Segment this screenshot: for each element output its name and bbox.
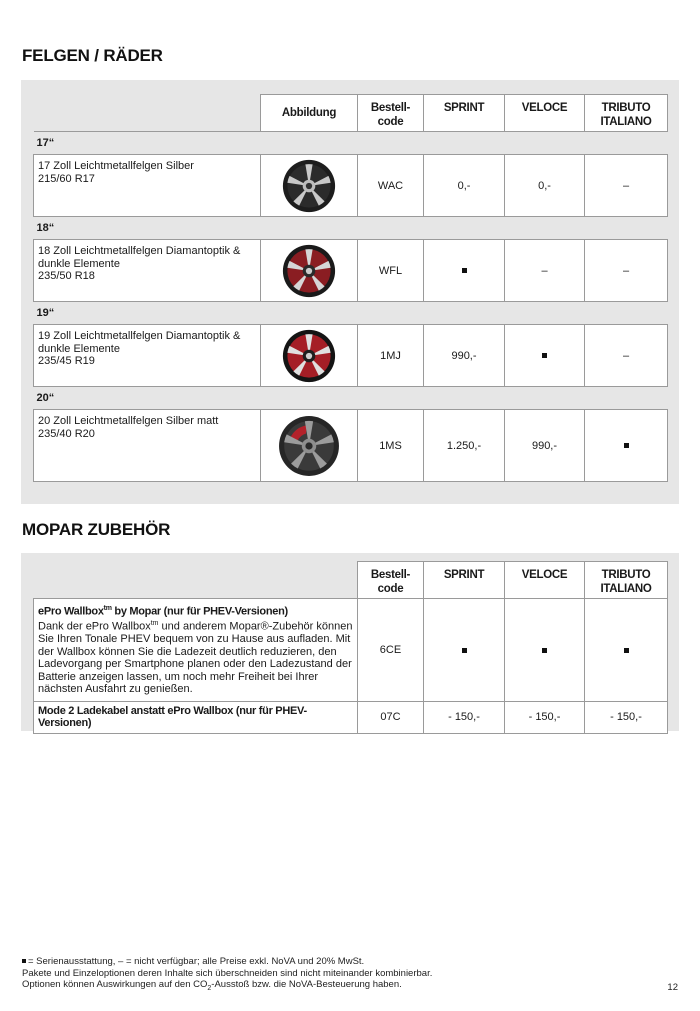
footer-line-2: Pakete und Einzeloptionen deren Inhalte sich überschneiden sind nicht miteinander kombinierbar. <box>22 967 433 979</box>
row-description: 17 Zoll Leichtmetallfelgen Silber 215/60 R17 <box>34 155 261 217</box>
veloce-cell: 990,- <box>505 410 585 482</box>
header-veloce: VELOCE <box>505 95 585 132</box>
mopar-section-title: MOPAR ZUBEHÖR <box>22 520 171 539</box>
table-row <box>34 599 668 702</box>
code-cell: 07C <box>358 701 424 733</box>
felgen-panel <box>21 80 679 504</box>
code-cell: 1MJ <box>358 325 424 387</box>
veloce-cell: 0,- <box>505 155 585 217</box>
felgen-section-title: FELGEN / RÄDER <box>22 46 163 65</box>
wheel-diamond-18-icon <box>261 240 358 302</box>
header-bestellcode: Bestell- code <box>358 562 424 599</box>
section-18: 18“ <box>36 222 55 234</box>
table-row <box>34 155 668 217</box>
footer-line-1: = Serienausstattung, – = nicht verfügbar; alle Preise exkl. NoVA und 20% MwSt. <box>22 956 432 968</box>
tributo-cell: - 150,- <box>585 701 668 733</box>
header-bestellcode: Bestell- code <box>358 95 424 132</box>
footer-line-3: Optionen können Auswirkungen auf den $CO_2$-Ausstoß bzw. die NoVA-Besteuerung haben. <box>22 979 402 992</box>
sprint-cell <box>424 240 505 302</box>
standard-square-icon <box>542 353 547 358</box>
wheel-diamond-19-icon <box>261 325 358 387</box>
veloce-cell: - 150,- <box>505 701 585 733</box>
sprint-cell: 1.250,- <box>424 410 505 482</box>
tributo-cell: – <box>585 325 668 387</box>
tributo-cell: – <box>585 155 668 217</box>
row-description: 20 Zoll Leichtmetallfelgen Silber matt 235/40 R20 <box>34 410 261 482</box>
code-cell: WFL <box>358 240 424 302</box>
row-description: 18 Zoll Leichtmetallfelgen Diamantoptik & dunkle Elemente 235/50 R18 <box>34 240 261 302</box>
veloce-cell <box>505 599 585 702</box>
section-20: 20“ <box>36 392 55 404</box>
ladekabel-description: Mode 2 Ladekabel anstatt ePro Wallbox (nur für PHEV-Versionen) <box>34 701 358 733</box>
standard-square-icon <box>462 648 467 653</box>
tributo-cell <box>585 599 668 702</box>
table-row <box>34 240 668 302</box>
mopar-table <box>33 561 668 734</box>
felgen-table <box>33 94 668 482</box>
header-tributo: TRIBUTO ITALIANO <box>585 562 668 599</box>
sprint-cell: 0,- <box>424 155 505 217</box>
page-number: 12 <box>667 982 678 993</box>
row-description: 19 Zoll Leichtmetallfelgen Diamantoptik & dunkle Elemente 235/45 R19 <box>34 325 261 387</box>
header-veloce: VELOCE <box>505 562 585 599</box>
table-row <box>34 410 668 482</box>
footer-notes <box>22 956 432 994</box>
sprint-cell <box>424 599 505 702</box>
table-row <box>34 325 668 387</box>
standard-square-icon <box>624 443 629 448</box>
wallbox-description: ePro Wallbox$^{tm}$ by Mopar (nur für PHEV-Versionen) Dank der ePro Wallbox$^{tm}$ und anderem Mopar®-Zubehör können Sie Ihren Tonale PHEV bequem von zu Hause aus aufladen. Mit der Wallbox können Sie die Ladezeit deutlich reduzieren, den Ladevorgang per Smartphone planen oder den Ladezustand der Batterie anzeigen lassen, um noch mehr Freiheit bei Ihrer nächsten Ausfahrt zu genießen. <box>34 599 358 702</box>
sprint-cell: 990,- <box>424 325 505 387</box>
section-17: 17“ <box>34 132 668 155</box>
veloce-cell <box>505 325 585 387</box>
code-cell: 1MS <box>358 410 424 482</box>
tributo-cell: – <box>585 240 668 302</box>
header-sprint: SPRINT <box>424 562 505 599</box>
sprint-cell: - 150,- <box>424 701 505 733</box>
header-sprint: SPRINT <box>424 95 505 132</box>
standard-square-icon <box>542 648 547 653</box>
wheel-matt-20-icon <box>261 410 358 482</box>
standard-square-icon <box>462 268 467 273</box>
mopar-panel <box>21 553 679 731</box>
section-19: 19“ <box>36 307 55 319</box>
table-row <box>34 701 668 733</box>
wheel-silver-17-icon <box>261 155 358 217</box>
veloce-cell: – <box>505 240 585 302</box>
tributo-cell <box>585 410 668 482</box>
header-abbildung: Abbildung <box>261 95 358 132</box>
standard-square-icon <box>22 959 26 963</box>
standard-square-icon <box>624 648 629 653</box>
code-cell: WAC <box>358 155 424 217</box>
code-cell: 6CE <box>358 599 424 702</box>
header-tributo: TRIBUTO ITALIANO <box>585 95 668 132</box>
